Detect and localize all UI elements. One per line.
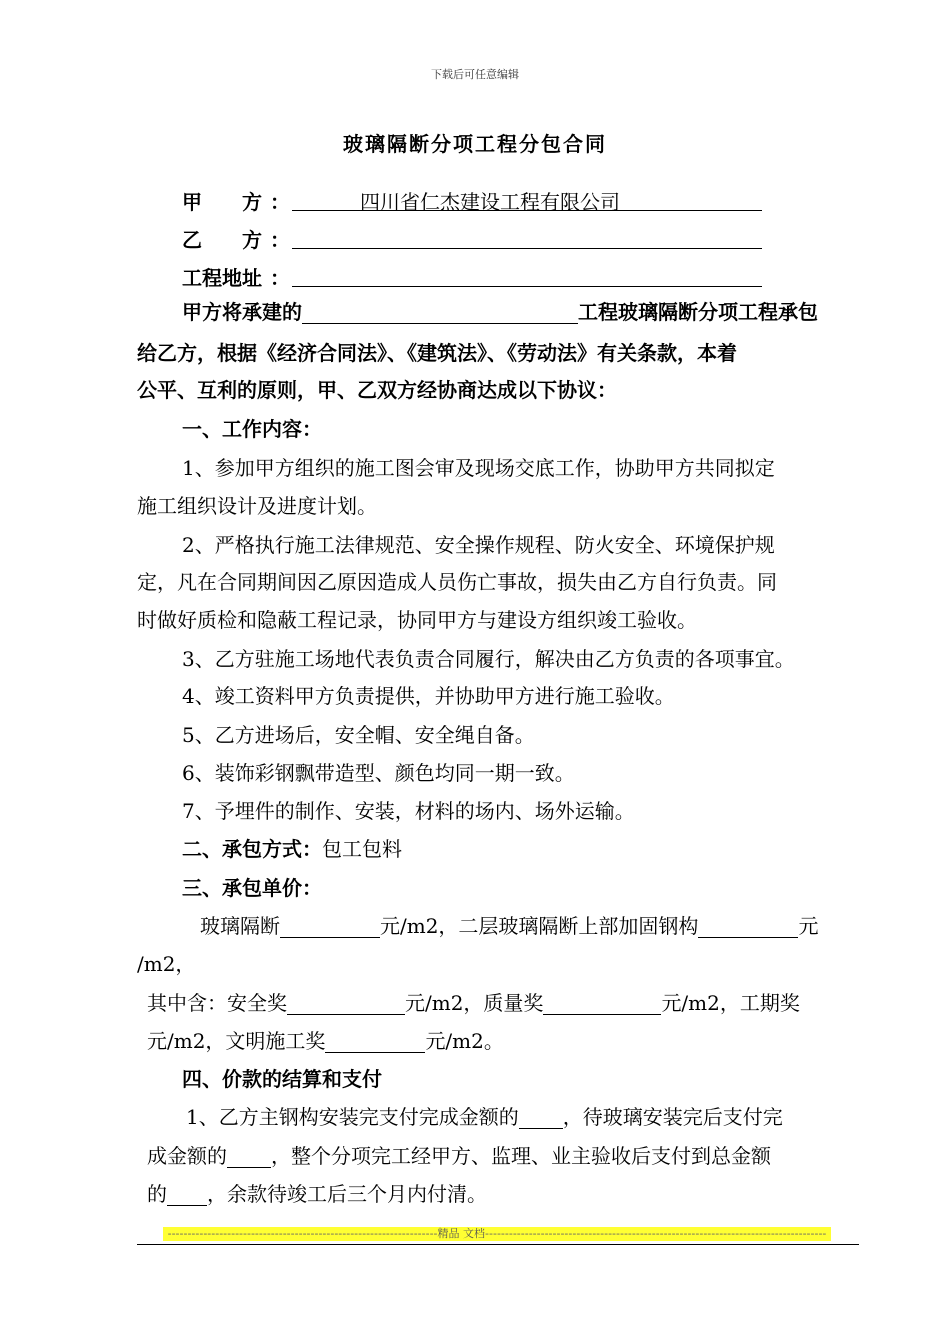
section-4-line-2 xyxy=(147,1144,771,1168)
footer-dashes-left: -------------------------------------------------------------------- xyxy=(167,1227,438,1240)
section-4-line-3 xyxy=(147,1182,487,1206)
steel-price-blank xyxy=(698,915,798,938)
unit-yuan: 元 xyxy=(798,914,819,938)
project-name-blank xyxy=(302,301,578,324)
footer-rule xyxy=(137,1244,859,1245)
section-1-item-1b: 施工组织设计及进度计划。 xyxy=(137,494,377,518)
unit-end: 元/m2。 xyxy=(425,1029,504,1053)
intro-line-1 xyxy=(182,300,818,324)
party-a-value: 四川省仁杰建设工程有限公司 xyxy=(360,190,620,214)
section-3-line-2: /m2， xyxy=(137,952,196,976)
steel-reinforcement-label: 元/m2，二层玻璃隔断上部加固钢构 xyxy=(380,914,699,938)
payment-text-1b: ，待玻璃安装完后支付完 xyxy=(562,1105,783,1129)
section-1-item-5: 5、乙方进场后，安全帽、安全绳自备。 xyxy=(182,723,535,747)
section-2-line xyxy=(182,837,402,861)
glass-partition-label: 玻璃隔断 xyxy=(200,914,280,938)
section-2-heading: 二、承包方式： xyxy=(182,837,322,861)
party-a-label: 甲 方 xyxy=(182,190,262,214)
intro-line-3: 公平、互利的原则，甲、乙双方经协商达成以下协议： xyxy=(137,378,617,402)
payment-blank-3 xyxy=(167,1183,207,1206)
payment-text-3a: 的 xyxy=(147,1182,167,1206)
section-1-item-6: 6、装饰彩钢飘带造型、颜色均同一期一致。 xyxy=(182,761,575,785)
schedule-bonus-label: 元/m2，工期奖 xyxy=(661,991,800,1015)
civilized-construction-label: 元/m2，文明施工奖 xyxy=(147,1029,326,1053)
address-field xyxy=(292,262,762,287)
payment-text-2a: 成金额的 xyxy=(147,1144,227,1168)
header-note: 下载后可任意编辑 xyxy=(431,68,519,81)
party-b-field xyxy=(292,224,762,249)
address-label: 工程地址 xyxy=(182,266,262,290)
payment-text-1a: 1、乙方主钢构安装完支付完成金额的 xyxy=(186,1105,519,1129)
section-3-line-1 xyxy=(200,914,818,938)
section-3-heading: 三、承包单价： xyxy=(182,876,322,900)
document-title: 玻璃隔断分项工程分包合同 xyxy=(343,132,607,156)
payment-blank-2 xyxy=(227,1145,271,1168)
section-1-item-4: 4、竣工资料甲方负责提供，并协助甲方进行施工验收。 xyxy=(182,684,675,708)
section-2-value: 包工包料 xyxy=(322,837,402,861)
payment-text-3b: ，余款待竣工后三个月内付清。 xyxy=(207,1182,487,1206)
quality-bonus-label: 元/m2，质量奖 xyxy=(405,991,544,1015)
section-4-line-1 xyxy=(186,1105,783,1129)
section-1-item-2c: 时做好质检和隐蔽工程记录，协同甲方与建设方组织竣工验收。 xyxy=(137,608,697,632)
section-1-item-7: 7、予埋件的制作、安装，材料的场内、场外运输。 xyxy=(182,799,635,823)
footer-dashes-right: -------------------------------------------------------------------------------------- xyxy=(485,1227,827,1240)
party-a-field xyxy=(292,186,762,214)
section-3-line-3 xyxy=(147,991,800,1015)
party-a-colon: ： xyxy=(270,190,290,214)
section-4-heading: 四、价款的结算和支付 xyxy=(182,1067,382,1091)
section-1-item-2b: 定，凡在合同期间因乙原因造成人员伤亡事故，损失由乙方自行负责。同 xyxy=(137,570,777,594)
party-b-colon: ： xyxy=(270,228,290,252)
safety-bonus-blank xyxy=(287,992,405,1015)
civilized-construction-blank xyxy=(325,1030,425,1053)
footer-label: 精品 文档 xyxy=(437,1227,486,1240)
party-b-label: 乙 方 xyxy=(182,228,262,252)
section-1-item-1a: 1、参加甲方组织的施工图会审及现场交底工作，协助甲方共同拟定 xyxy=(182,456,775,480)
payment-text-2b: ，整个分项完工经甲方、监理、业主验收后支付到总金额 xyxy=(271,1144,771,1168)
section-1-item-3: 3、乙方驻施工场地代表负责合同履行，解决由乙方负责的各项事宜。 xyxy=(182,647,795,671)
payment-blank-1 xyxy=(519,1106,563,1129)
section-1-item-2a: 2、严格执行施工法律规范、安全操作规程、防火安全、环境保护规 xyxy=(182,533,775,557)
intro-text-a: 甲方将承建的 xyxy=(182,300,302,324)
section-1-heading: 一、工作内容： xyxy=(182,417,322,441)
footer-highlight-bar xyxy=(163,1227,831,1241)
intro-text-b: 工程玻璃隔断分项工程承包 xyxy=(578,300,818,324)
section-3-line-4 xyxy=(147,1029,504,1053)
safety-bonus-label: 其中含：安全奖 xyxy=(147,991,287,1015)
glass-partition-price-blank xyxy=(280,915,380,938)
intro-line-2: 给乙方，根据《经济合同法》、《建筑法》、《劳动法》有关条款，本着 xyxy=(137,341,737,365)
address-colon: ： xyxy=(270,266,290,290)
quality-bonus-blank xyxy=(543,992,661,1015)
